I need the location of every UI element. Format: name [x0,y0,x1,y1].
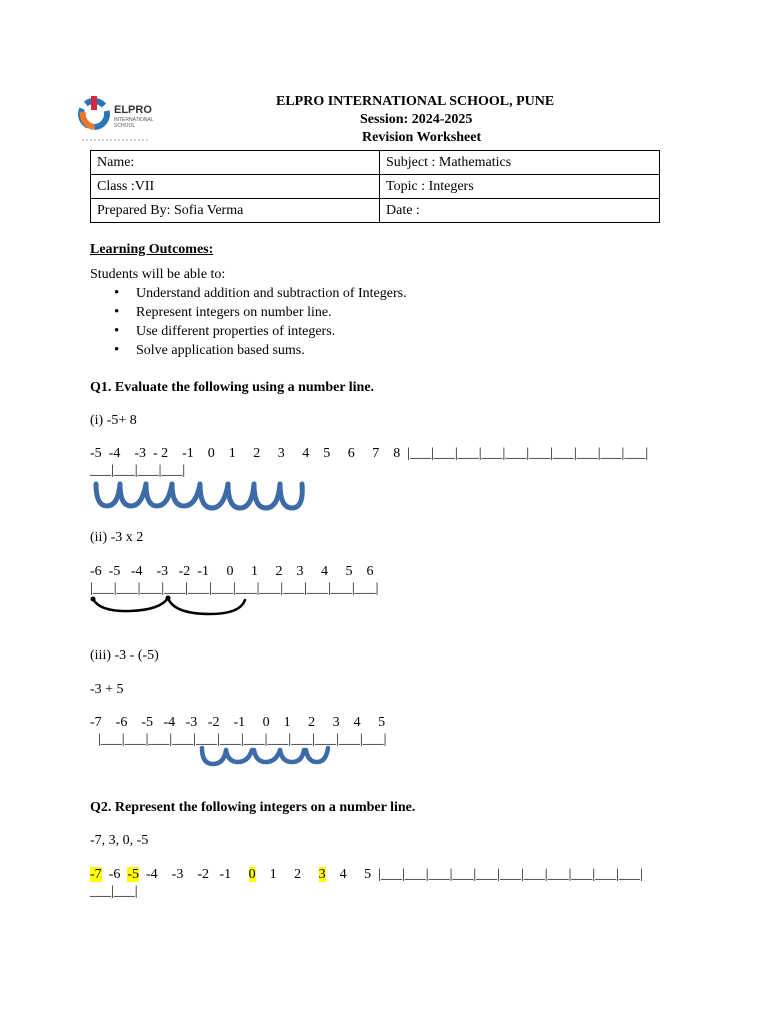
logo-text-school: SCHOOL [114,123,136,129]
q2-number-line [90,867,643,883]
numbers-1-to-2: 1 2 [269,867,302,882]
list-item: • Solve application based sums. [136,341,407,360]
q1-part2-number-line: -6 -5 -4 -3 -2 -1 0 1 2 3 4 5 6 [90,564,374,579]
name-cell: Name: [91,151,380,175]
numbers-minus-4-to-minus-1: -4 -3 -2 -1 [146,867,232,882]
q1-part3-ticks: |___|___|___|___|___|___|___|___|___|___|___|___| [98,732,387,747]
worksheet-title: Revision Worksheet [362,130,482,145]
class-cell: Class :VII [91,175,380,199]
logo-text-international: INTERNATIONAL [114,117,154,123]
highlight-minus-7: -7 [90,867,102,882]
prepared-by-cell: Prepared By: Sofia Verma [91,199,380,223]
q2-values: -7, 3, 0, -5 [90,833,149,848]
learning-intro: Students will be able to: [90,267,226,282]
q1-part3-jump-arcs [198,744,334,768]
q1-part2-jump-arcs [90,594,260,620]
highlight-zero: 0 [248,867,256,882]
q1-part1-jump-arcs [90,476,310,512]
q2-title: Q2. Represent the following integers on a number line. [90,800,416,815]
q1-part2-label: (ii) -3 x 2 [90,530,144,545]
topic-cell: Topic : Integers [380,175,660,199]
session-label: Session: 2024-2025 [360,112,473,127]
q1-part1-number-line: -5 -4 -3 - 2 -1 0 1 2 3 4 5 6 7 8 |___|___|___|___|___|___|___|___|___|___| [90,446,649,461]
q1-part1-ticks: ___|___|___|___| [90,463,186,478]
q1-part1-label: (i) -5+ 8 [90,413,137,428]
highlight-minus-5: -5 [127,867,140,882]
list-item: • Use different properties of integers. [136,322,407,341]
q1-title: Q1. Evaluate the following using a number line. [90,380,375,395]
q2-ticks: ___|___| [90,884,138,899]
subject-cell: Subject : Mathematics [380,151,660,175]
number-minus-6: -6 [108,867,121,882]
q1-part3-number-line: -7 -6 -5 -4 -3 -2 -1 0 1 2 3 4 5 [90,715,386,730]
learning-outcomes-heading: Learning Outcomes: [90,242,214,257]
logo-text-elpro: ELPRO [114,104,152,116]
numbers-4-to-5-and-ticks: 4 5 |___|___|___|___|___|___|___|___|___|___|___| [339,867,643,882]
school-title: ELPRO INTERNATIONAL SCHOOL, PUNE [276,94,555,109]
outcomes-list [112,284,407,360]
q1-part2-ticks: |___|___|___|___|___|___|___|___|___|___|___|___| [90,581,379,596]
list-item: • Represent integers on number line. [136,303,407,322]
highlight-3: 3 [318,867,326,882]
list-item: • Understand addition and subtraction of Integers. [136,284,407,303]
info-table [90,150,660,223]
school-logo [78,92,166,148]
q1-part3-step: -3 + 5 [90,682,124,697]
q1-part3-label: (iii) -3 - (-5) [90,648,159,663]
date-cell: Date : [380,199,660,223]
